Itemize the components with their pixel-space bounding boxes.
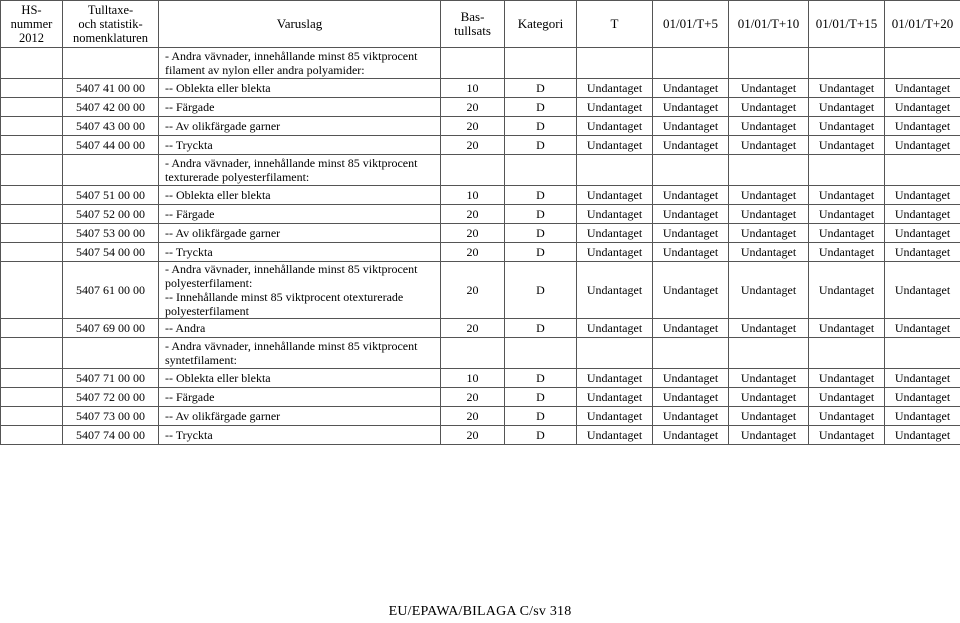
staging-t5: Undantaget: [653, 205, 729, 224]
staging-t20: Undantaget: [885, 243, 960, 262]
staging-t15: [809, 48, 885, 79]
item-description: -- Oblekta eller blekta: [159, 79, 441, 98]
base-rate: 10: [441, 186, 505, 205]
staging-t: Undantaget: [577, 369, 653, 388]
staging-t10: Undantaget: [729, 186, 809, 205]
staging-t5: Undantaget: [653, 136, 729, 155]
staging-t: Undantaget: [577, 98, 653, 117]
item-description: - Andra vävnader, innehållande minst 85 viktprocent polyesterfilament: -- Innehållande minst 85 viktprocent otexturerade polyesterfilament: [159, 262, 441, 319]
staging-t5: Undantaget: [653, 186, 729, 205]
tariff-code: 5407 72 00 00: [63, 388, 159, 407]
tariff-code: 5407 43 00 00: [63, 117, 159, 136]
base-rate: 20: [441, 205, 505, 224]
item-description: -- Tryckta: [159, 136, 441, 155]
table-row: [1, 262, 960, 319]
table-row: [1, 369, 960, 388]
staging-t10: [729, 155, 809, 186]
tariff-code: [63, 155, 159, 186]
staging-t: Undantaget: [577, 117, 653, 136]
staging-t15: Undantaget: [809, 388, 885, 407]
table-body: [1, 48, 960, 445]
staging-t: [577, 48, 653, 79]
staging-t20: Undantaget: [885, 407, 960, 426]
staging-t: Undantaget: [577, 205, 653, 224]
table-row: [1, 224, 960, 243]
staging-t: Undantaget: [577, 243, 653, 262]
staging-t: Undantaget: [577, 407, 653, 426]
staging-t20: Undantaget: [885, 79, 960, 98]
table-row: [1, 117, 960, 136]
hs-cell: [1, 319, 63, 338]
hs-cell: [1, 186, 63, 205]
staging-t5: Undantaget: [653, 79, 729, 98]
staging-t10: Undantaget: [729, 79, 809, 98]
base-rate: 20: [441, 407, 505, 426]
staging-t5: Undantaget: [653, 369, 729, 388]
staging-t15: Undantaget: [809, 98, 885, 117]
staging-t15: Undantaget: [809, 426, 885, 445]
header-tariff-nomenclature: Tulltaxe- och statistik- nomenklaturen: [63, 1, 159, 48]
staging-t5: [653, 48, 729, 79]
staging-t20: Undantaget: [885, 98, 960, 117]
table-row: [1, 319, 960, 338]
staging-t10: Undantaget: [729, 369, 809, 388]
staging-t5: Undantaget: [653, 388, 729, 407]
staging-t5: Undantaget: [653, 262, 729, 319]
header-base-rate: Bas- tullsats: [441, 1, 505, 48]
staging-t20: Undantaget: [885, 224, 960, 243]
header-row: [1, 1, 960, 48]
hs-cell: [1, 369, 63, 388]
item-description: -- Oblekta eller blekta: [159, 186, 441, 205]
tariff-code: 5407 53 00 00: [63, 224, 159, 243]
staging-t10: Undantaget: [729, 117, 809, 136]
staging-t10: Undantaget: [729, 388, 809, 407]
staging-t20: Undantaget: [885, 186, 960, 205]
item-description: - Andra vävnader, innehållande minst 85 viktprocent texturerade polyesterfilament:: [159, 155, 441, 186]
staging-t5: Undantaget: [653, 117, 729, 136]
category: D: [505, 319, 577, 338]
staging-t10: Undantaget: [729, 426, 809, 445]
staging-t20: Undantaget: [885, 205, 960, 224]
category: D: [505, 79, 577, 98]
tariff-code: 5407 41 00 00: [63, 79, 159, 98]
hs-cell: [1, 388, 63, 407]
base-rate: 20: [441, 262, 505, 319]
table-row: [1, 243, 960, 262]
item-description: -- Andra: [159, 319, 441, 338]
base-rate: [441, 155, 505, 186]
page-footer: EU/EPAWA/BILAGA C/sv 318: [388, 604, 572, 619]
staging-t15: [809, 155, 885, 186]
base-rate: 20: [441, 98, 505, 117]
hs-cell: [1, 262, 63, 319]
staging-t20: [885, 48, 960, 79]
header-t20: 01/01/T+20: [885, 1, 960, 48]
hs-cell: [1, 224, 63, 243]
header-t10: 01/01/T+10: [729, 1, 809, 48]
tariff-code: 5407 73 00 00: [63, 407, 159, 426]
table-row: [1, 388, 960, 407]
staging-t: Undantaget: [577, 319, 653, 338]
staging-t15: [809, 338, 885, 369]
category: D: [505, 243, 577, 262]
staging-t10: Undantaget: [729, 205, 809, 224]
header-t5: 01/01/T+5: [653, 1, 729, 48]
header-t15: 01/01/T+15: [809, 1, 885, 48]
hs-cell: [1, 98, 63, 117]
staging-t: Undantaget: [577, 79, 653, 98]
category: [505, 48, 577, 79]
base-rate: 20: [441, 136, 505, 155]
category: [505, 155, 577, 186]
group-heading-row: [1, 48, 960, 79]
category: D: [505, 186, 577, 205]
table-row: [1, 136, 960, 155]
staging-t10: Undantaget: [729, 319, 809, 338]
staging-t15: Undantaget: [809, 262, 885, 319]
category: [505, 338, 577, 369]
tariff-code: 5407 61 00 00: [63, 262, 159, 319]
staging-t20: [885, 155, 960, 186]
staging-t: Undantaget: [577, 388, 653, 407]
item-description: - Andra vävnader, innehållande minst 85 viktprocent filament av nylon eller andra polyamider:: [159, 48, 441, 79]
category: D: [505, 407, 577, 426]
header-t: T: [577, 1, 653, 48]
item-description: - Andra vävnader, innehållande minst 85 viktprocent syntetfilament:: [159, 338, 441, 369]
hs-cell: [1, 136, 63, 155]
staging-t10: Undantaget: [729, 136, 809, 155]
hs-cell: [1, 79, 63, 98]
category: D: [505, 262, 577, 319]
staging-t5: [653, 155, 729, 186]
staging-t5: Undantaget: [653, 407, 729, 426]
staging-t15: Undantaget: [809, 369, 885, 388]
tariff-code: 5407 44 00 00: [63, 136, 159, 155]
staging-t10: Undantaget: [729, 243, 809, 262]
hs-cell: [1, 155, 63, 186]
staging-t5: [653, 338, 729, 369]
category: D: [505, 224, 577, 243]
hs-cell: [1, 243, 63, 262]
staging-t20: Undantaget: [885, 388, 960, 407]
staging-t: [577, 155, 653, 186]
item-description: -- Tryckta: [159, 243, 441, 262]
item-description: -- Av olikfärgade garner: [159, 407, 441, 426]
hs-cell: [1, 117, 63, 136]
base-rate: 20: [441, 388, 505, 407]
tariff-code: [63, 338, 159, 369]
staging-t: [577, 338, 653, 369]
staging-t10: [729, 338, 809, 369]
group-heading-row: [1, 155, 960, 186]
tariff-code: 5407 51 00 00: [63, 186, 159, 205]
category: D: [505, 426, 577, 445]
staging-t: Undantaget: [577, 224, 653, 243]
staging-t5: Undantaget: [653, 224, 729, 243]
hs-cell: [1, 407, 63, 426]
staging-t15: Undantaget: [809, 136, 885, 155]
item-description: -- Färgade: [159, 98, 441, 117]
item-description: -- Tryckta: [159, 426, 441, 445]
header-hs-number: HS- nummer 2012: [1, 1, 63, 48]
hs-cell: [1, 338, 63, 369]
hs-cell: [1, 426, 63, 445]
item-description: -- Av olikfärgade garner: [159, 224, 441, 243]
header-category: Kategori: [505, 1, 577, 48]
category: D: [505, 136, 577, 155]
staging-t: Undantaget: [577, 186, 653, 205]
item-description: -- Av olikfärgade garner: [159, 117, 441, 136]
staging-t15: Undantaget: [809, 79, 885, 98]
tariff-code: 5407 69 00 00: [63, 319, 159, 338]
staging-t15: Undantaget: [809, 224, 885, 243]
tariff-code: [63, 48, 159, 79]
item-description: -- Färgade: [159, 388, 441, 407]
staging-t20: Undantaget: [885, 369, 960, 388]
group-heading-row: [1, 338, 960, 369]
staging-t5: Undantaget: [653, 319, 729, 338]
category: D: [505, 369, 577, 388]
staging-t20: Undantaget: [885, 117, 960, 136]
tariff-code: 5407 71 00 00: [63, 369, 159, 388]
staging-t5: Undantaget: [653, 98, 729, 117]
base-rate: [441, 338, 505, 369]
table-row: [1, 98, 960, 117]
base-rate: 10: [441, 79, 505, 98]
staging-t: Undantaget: [577, 262, 653, 319]
table-row: [1, 407, 960, 426]
tariff-code: 5407 42 00 00: [63, 98, 159, 117]
staging-t5: Undantaget: [653, 426, 729, 445]
staging-t15: Undantaget: [809, 407, 885, 426]
staging-t5: Undantaget: [653, 243, 729, 262]
base-rate: 20: [441, 117, 505, 136]
staging-t: Undantaget: [577, 136, 653, 155]
staging-t20: Undantaget: [885, 262, 960, 319]
table-row: [1, 79, 960, 98]
staging-t10: Undantaget: [729, 262, 809, 319]
staging-t20: [885, 338, 960, 369]
category: D: [505, 388, 577, 407]
base-rate: 10: [441, 369, 505, 388]
item-description: -- Färgade: [159, 205, 441, 224]
staging-t15: Undantaget: [809, 319, 885, 338]
base-rate: [441, 48, 505, 79]
staging-t15: Undantaget: [809, 205, 885, 224]
staging-t: Undantaget: [577, 426, 653, 445]
table-row: [1, 186, 960, 205]
staging-t20: Undantaget: [885, 319, 960, 338]
staging-t15: Undantaget: [809, 243, 885, 262]
staging-t10: Undantaget: [729, 224, 809, 243]
staging-t15: Undantaget: [809, 186, 885, 205]
category: D: [505, 117, 577, 136]
category: D: [505, 205, 577, 224]
staging-t10: [729, 48, 809, 79]
table-row: [1, 205, 960, 224]
header-item: Varuslag: [159, 1, 441, 48]
staging-t10: Undantaget: [729, 98, 809, 117]
tariff-code: 5407 54 00 00: [63, 243, 159, 262]
item-description: -- Oblekta eller blekta: [159, 369, 441, 388]
base-rate: 20: [441, 243, 505, 262]
hs-cell: [1, 48, 63, 79]
base-rate: 20: [441, 224, 505, 243]
base-rate: 20: [441, 319, 505, 338]
tariff-code: 5407 52 00 00: [63, 205, 159, 224]
staging-t10: Undantaget: [729, 407, 809, 426]
staging-t20: Undantaget: [885, 136, 960, 155]
tariff-code: 5407 74 00 00: [63, 426, 159, 445]
base-rate: 20: [441, 426, 505, 445]
category: D: [505, 98, 577, 117]
staging-t20: Undantaget: [885, 426, 960, 445]
staging-t15: Undantaget: [809, 117, 885, 136]
table-row: [1, 426, 960, 445]
hs-cell: [1, 205, 63, 224]
